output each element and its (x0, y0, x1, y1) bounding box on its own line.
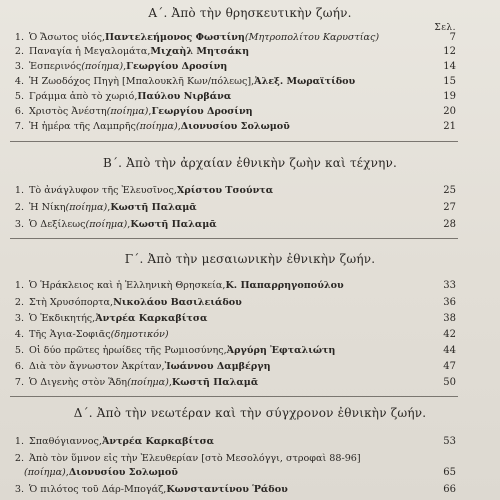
entry-author: Κωνσταντίνου Ῥάδου (166, 484, 288, 495)
entry-page: 42 (443, 329, 456, 340)
section-rule (10, 396, 458, 397)
toc-entry (8, 436, 456, 450)
toc-entry: 3. Ὁ Δεξίλεως (ποίημα) , Κωστῆ Παλαμᾶ 28 (8, 219, 456, 233)
entry-author: Ἀλεξ. Μωραϊτίδου (254, 76, 356, 87)
section-title-a: Α΄. Ἀπὸ τὴν θρησκευτικὴν ζωήν. (148, 6, 352, 20)
entry-number: 7. (14, 121, 24, 132)
entry-title: Παναγία ἡ Μεγαλομάτα, (29, 46, 151, 57)
section-title-b: Β΄. Ἀπὸ τὴν ἀρχαίαν ἐθνικὴν ζωὴν καὶ τέχνην. (102, 156, 398, 170)
entry-title: Ἡ ἡμέρα τῆς Λαμπρῆς (29, 121, 136, 132)
entry-number: 1. (14, 185, 24, 196)
entry-number: 4. (14, 329, 24, 340)
entry-author: Μιχαὴλ Μητσάκη (150, 46, 250, 57)
entry-number: 3. (14, 219, 24, 230)
toc-entry (8, 297, 456, 311)
toc-entry (8, 484, 456, 498)
entry-title: Ὁ Δεξίλεως (29, 219, 86, 230)
entry-title: Ἡ Ζωοδόχος Πηγὴ [Μπαλουκλῆ Κων/πόλεως], (29, 76, 255, 87)
entry-page: 36 (443, 297, 456, 308)
entry-title: Χριστὸς Ἀνέστη (29, 106, 107, 117)
entry-title: Τῆς Ἁγια-Σοφιᾶς (29, 329, 111, 340)
section-title-d: Δ΄. Ἀπὸ τὴν νεωτέραν καὶ τὴν σύγχρονον ἐθνικὴν ζωήν. (73, 406, 427, 420)
entry-note: (ποίημα) (65, 202, 108, 213)
entry-author: Χρίστου Τσούντα (176, 185, 274, 196)
entry-page: 38 (443, 313, 456, 324)
entry-note: (ποίημα) (24, 467, 66, 478)
entry-number: 5. (14, 345, 24, 356)
entry-number: 1. (14, 436, 24, 447)
toc-entry (8, 280, 456, 294)
entry-title: Ἀπὸ τὸν ὕμνον εἰς τὴν Ἐλευθερίαν [στὸ Μεσολόγγι, στροφαὶ 88-96] (29, 453, 361, 464)
entry-author: Ἀντρέα Καρκαβίτσα (101, 436, 215, 447)
toc-entry (8, 91, 456, 105)
entry-number: 5. (14, 91, 24, 102)
section-rule (10, 141, 458, 142)
toc-entry: 6. Χριστὸς Ἀνέστη (ποίημα) , Γεωργίου Δροσίνη 20 (8, 106, 456, 120)
entry-number: 2. (14, 202, 24, 213)
toc-entry (8, 76, 456, 90)
entry-title: Στὴ Χρυσόπορτα, (29, 297, 114, 308)
entry-page: 47 (443, 361, 456, 372)
entry-author: Παντελεήμονος Φωστίνη (105, 32, 245, 43)
toc-entry: 7. Ὁ Διγενὴς στὸν Ἅδη (ποίημα) , Κωστῆ Παλαμᾶ 50 (8, 377, 456, 391)
entry-page: 25 (443, 185, 456, 196)
entry-title: Ἑσπερινός (29, 61, 82, 72)
entry-page: 44 (443, 345, 456, 356)
toc-entry: 2. Ἡ Νίκη (ποίημα) , Κωστῆ Παλαμᾶ 27 (8, 202, 456, 216)
toc-entry (8, 313, 456, 327)
entry-note: (δημοτικόν) (110, 329, 169, 340)
entry-page: 27 (443, 202, 456, 213)
entry-page: 66 (443, 484, 456, 495)
entry-number: 3. (14, 484, 24, 495)
entry-author: Ἀργύρη Ἐφταλιώτη (226, 345, 336, 356)
toc-entry (8, 345, 456, 359)
entry-page: 65 (443, 467, 456, 478)
entry-title: Ὁ Ἡράκλειος καὶ ἡ Ἑλληνικὴ Θρησκεία, (29, 280, 226, 291)
entry-author: Διονυσίου Σολωμοῦ (180, 121, 290, 132)
section-title-c: Γ΄. Ἀπὸ τὴν μεσαιωνικὴν ἐθνικὴν ζωήν. (124, 252, 376, 266)
entry-page: 28 (443, 219, 456, 230)
entry-title: Σπαθόγιαννος, (29, 436, 102, 447)
entry-page: 7 (449, 32, 456, 43)
toc-entry: 7. Ἡ ἡμέρα τῆς Λαμπρῆς (ποίημα) , Διονυσίου Σολωμοῦ 21 (8, 121, 456, 135)
entry-author: Ἰωάννου Δαμβέργη (164, 361, 271, 372)
entry-title: Ὁ πιλότος τοῦ Δάρ-Μπογάζ, (29, 484, 167, 495)
entry-page: 50 (443, 377, 456, 388)
entry-note: (ποίημα) (85, 219, 128, 230)
entry-number: 1. (14, 280, 24, 291)
toc-entry (8, 361, 456, 375)
entry-number: 6. (14, 106, 24, 117)
entry-number: 1. (14, 32, 24, 43)
entry-author: Κ. Παπαρρηγοπούλου (225, 280, 344, 291)
toc-entry (8, 453, 456, 467)
entry-number: 7. (14, 377, 24, 388)
entry-author: Παύλου Νιρβάνα (137, 91, 232, 102)
entry-title: Διὰ τὸν ἄγνωστον Ἀκρίταν, (29, 361, 165, 372)
entry-author: Ἀντρέα Καρκαβίτσα (95, 313, 208, 324)
toc-entry (8, 46, 456, 60)
entry-number: 3. (14, 61, 24, 72)
entry-title: Ὁ Ἐκδικητής, (29, 313, 96, 324)
toc-entry (8, 329, 456, 343)
toc-entry-continuation: (ποίημα) , Διονυσίου Σολωμοῦ 65 (24, 467, 456, 478)
entry-author: Γεωργίου Δροσίνη (151, 106, 253, 117)
entry-number: 2. (14, 297, 24, 308)
section-rule (10, 238, 458, 239)
entry-author: Κωστῆ Παλαμᾶ (110, 202, 197, 213)
entry-author: Κωστῆ Παλαμᾶ (171, 377, 259, 388)
entry-note: (ποίημα) (127, 377, 169, 388)
entry-number: 2. (14, 46, 24, 57)
entry-number: 6. (14, 361, 24, 372)
entry-author: Γεωργίου Δροσίνη (126, 61, 228, 72)
entry-page: 12 (443, 46, 456, 57)
entry-title: Τὸ ἀνάγλυφον τῆς Ἐλευσῖνος, (29, 185, 177, 196)
entry-title: Ὁ Διγενὴς στὸν Ἅδη (29, 377, 128, 388)
entry-number: 3. (14, 313, 24, 324)
entry-author: Νικολάου Βασιλειάδου (113, 297, 242, 308)
entry-page: 14 (443, 61, 456, 72)
entry-page: 33 (443, 280, 456, 291)
entry-page: 20 (443, 106, 456, 117)
entry-author: Διονυσίου Σολωμοῦ (68, 467, 178, 478)
page-column-header: Σελ. (434, 23, 456, 33)
toc-entry: 3. Ἑσπερινός (ποίημα) , Γεωργίου Δροσίνη 14 (8, 61, 456, 75)
entry-author: Κωστῆ Παλαμᾶ (130, 219, 217, 230)
entry-note: (Μητροπολίτου Καρυστίας) (244, 32, 380, 43)
toc-entry (8, 185, 456, 199)
entry-number: 4. (14, 76, 24, 87)
entry-note: (ποίημα) (135, 121, 178, 132)
entry-note: (ποίημα) (106, 106, 149, 117)
entry-number: 2. (14, 453, 24, 464)
entry-title: Γράμμα ἀπὸ τὸ χωριό, (29, 91, 138, 102)
entry-page: 21 (443, 121, 456, 132)
entry-title: Οἱ δύο πρῶτες ἡρωίδες τῆς Ρωμιοσύνης, (29, 345, 227, 356)
entry-note: (ποίημα) (81, 61, 124, 72)
toc-entry (8, 32, 456, 46)
entry-page: 15 (443, 76, 456, 87)
entry-page: 53 (443, 436, 456, 447)
entry-title: Ἡ Νίκη (29, 202, 66, 213)
entry-title: Ὁ Ἄσωτος υἱός, (29, 32, 106, 43)
entry-page: 19 (443, 91, 456, 102)
